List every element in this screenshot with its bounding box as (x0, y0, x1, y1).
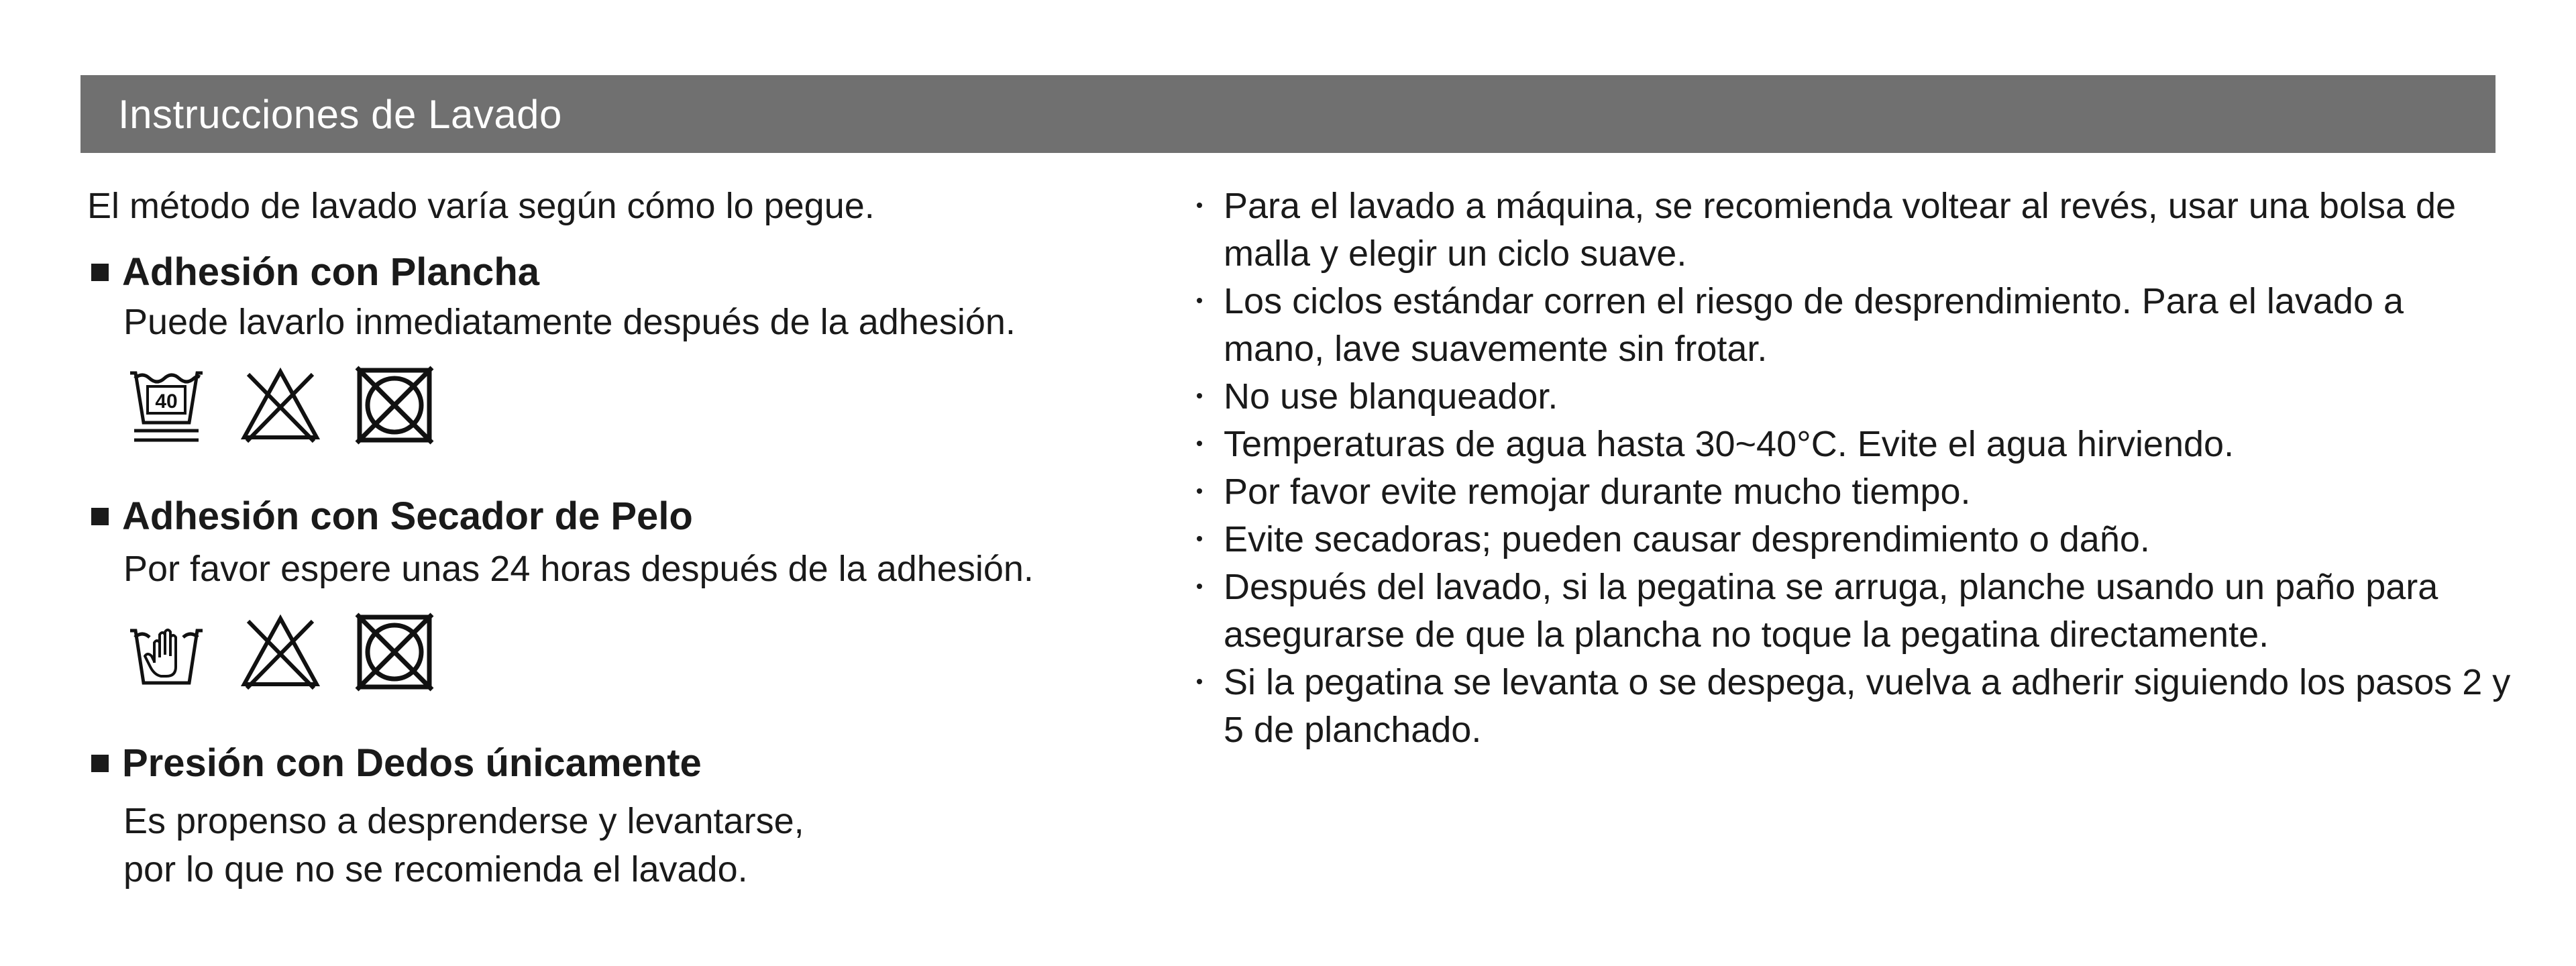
section-hairdryer-adhesion (87, 492, 1134, 694)
do-not-tumble-dry-icon (353, 364, 436, 447)
square-bullet-icon (91, 264, 109, 281)
list-item: Para el lavado a máquina, se recomienda voltear al revés, usar una bolsa de malla y elegir un ciclo suave. (1197, 182, 2512, 278)
section-title-text: Adhesión con Plancha (122, 250, 539, 294)
section-finger-pressure (87, 739, 1134, 894)
do-not-bleach-icon (239, 364, 322, 447)
section-title-text: Presión con Dedos únicamente (122, 741, 702, 785)
section-description: Por favor espere unas 24 horas después de la adhesión. (123, 549, 1034, 589)
list-item: No use blanqueador. (1197, 373, 2512, 421)
section-title (87, 739, 1134, 788)
section-title-text: Adhesión con Secador de Pelo (122, 494, 693, 538)
section-iron-adhesion (87, 248, 1134, 447)
section-description-line: Es propenso a desprenderse y levantarse, (123, 801, 804, 841)
section-description: Puede lavarlo inmediatamente después de la adhesión. (123, 302, 1016, 342)
do-not-tumble-dry-icon (353, 610, 436, 694)
care-icons (125, 610, 1134, 694)
intro-text: El método de lavado varía según cómo lo pegue. (87, 186, 875, 226)
list-item: Después del lavado, si la pegatina se arruga, planche usando un paño para asegurarse de que la plancha no toque la pegatina directamente. (1197, 564, 2512, 659)
section-title (87, 492, 1134, 541)
right-column (1197, 182, 2512, 754)
square-bullet-icon (91, 508, 109, 525)
square-bullet-icon (91, 755, 109, 772)
wash-40-gentle-icon (125, 364, 208, 447)
list-item: Por favor evite remojar durante mucho tiempo. (1197, 468, 2512, 516)
list-item: Los ciclos estándar corren el riesgo de desprendimiento. Para el lavado a mano, lave suavemente sin frotar. (1197, 278, 2512, 373)
page-title: Instrucciones de Lavado (118, 91, 562, 137)
left-column (87, 182, 1134, 894)
list-item: Si la pegatina se levanta o se despega, vuelva a adherir siguiendo los pasos 2 y 5 de planchado. (1197, 659, 2512, 754)
list-item: Evite secadoras; pueden causar desprendimiento o daño. (1197, 516, 2512, 564)
header-bar (80, 75, 2496, 153)
section-description-line: por lo que no se recomienda el lavado. (123, 849, 748, 890)
care-notes-list (1197, 182, 2512, 754)
wash-temp-label: 40 (155, 390, 178, 413)
care-icons (125, 364, 1134, 447)
list-item: Temperaturas de agua hasta 30~40°C. Evite el agua hirviendo. (1197, 421, 2512, 468)
hand-wash-icon (125, 610, 208, 694)
do-not-bleach-icon (239, 610, 322, 694)
section-title (87, 248, 1134, 297)
